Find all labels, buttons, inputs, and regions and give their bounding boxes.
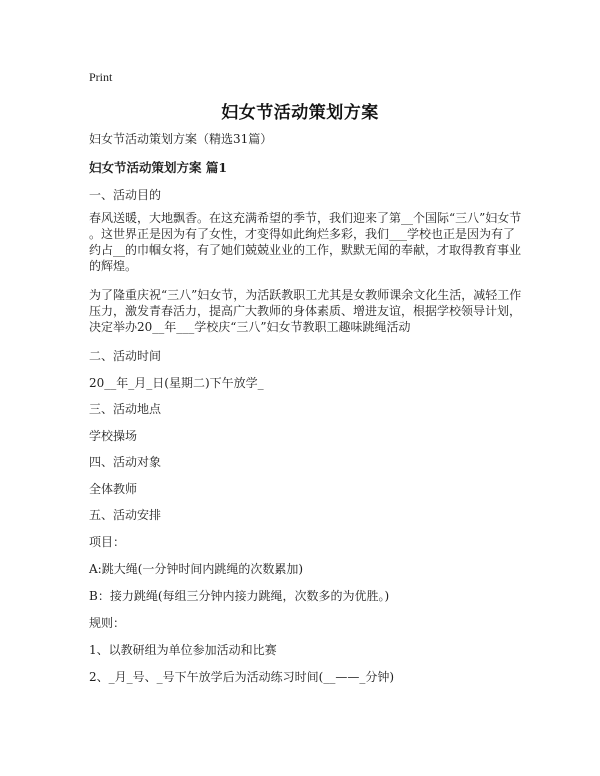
document-subtitle: 妇女节活动策划方案（精选31篇） [89,132,273,146]
purpose-heading: 一、活动目的 [89,188,162,202]
items-label: 项目： [89,535,126,549]
time-value: 20__年_月_日(星期二)下午放学_ [89,376,264,390]
purpose-para1-line: 春风送暖，大地飘香。在这充满希望的季节，我们迎来了第__个国际“三八”妇女节 [89,211,522,225]
target-heading: 四、活动对象 [89,455,162,469]
page-title: 妇女节活动策划方案 [221,103,379,123]
item-a: A:跳大绳(一分钟时间内跳绳的次数累加) [89,562,304,576]
purpose-para1-line: 。这世界正是因为有了女性，才变得如此绚烂多彩，我们___学校也正是因为有了 [89,227,516,241]
purpose-para2-line: 为了隆重庆祝“三八”妇女节，为活跃教职工尤其是女教师课余文化生活，减轻工作 [89,288,522,302]
rules-label: 规则： [89,616,126,630]
purpose-para2-line: 压力，激发青春活力，提高广大教师的身体素质、增进友谊，根据学校领导计划， [89,304,522,318]
purpose-para2-line: 决定举办20__年___学校庆“三八”妇女节教职工趣味跳绳活动 [89,320,411,334]
rule-2: 2、_月_号、_号下午放学后为活动练习时间(__——_分钟) [89,670,394,684]
purpose-para1-line: 约占__的巾帼女将，有了她们兢兢业业的工作，默默无闻的奉献，才取得教育事业 [89,243,522,257]
item-b: B：接力跳绳(每组三分钟内接力跳绳，次数多的为优胜。) [89,589,390,603]
section-heading: 妇女节活动策划方案 篇1 [89,160,228,175]
place-heading: 三、活动地点 [89,402,162,416]
print-label[interactable]: Print [89,70,113,84]
purpose-para1-line: 的辉煌。 [89,259,138,273]
target-value: 全体教师 [89,482,138,496]
time-heading: 二、活动时间 [89,349,162,363]
place-value: 学校操场 [89,429,138,443]
arrangement-heading: 五、活动安排 [89,508,162,522]
rule-1: 1、以教研组为单位参加活动和比赛 [89,643,277,657]
